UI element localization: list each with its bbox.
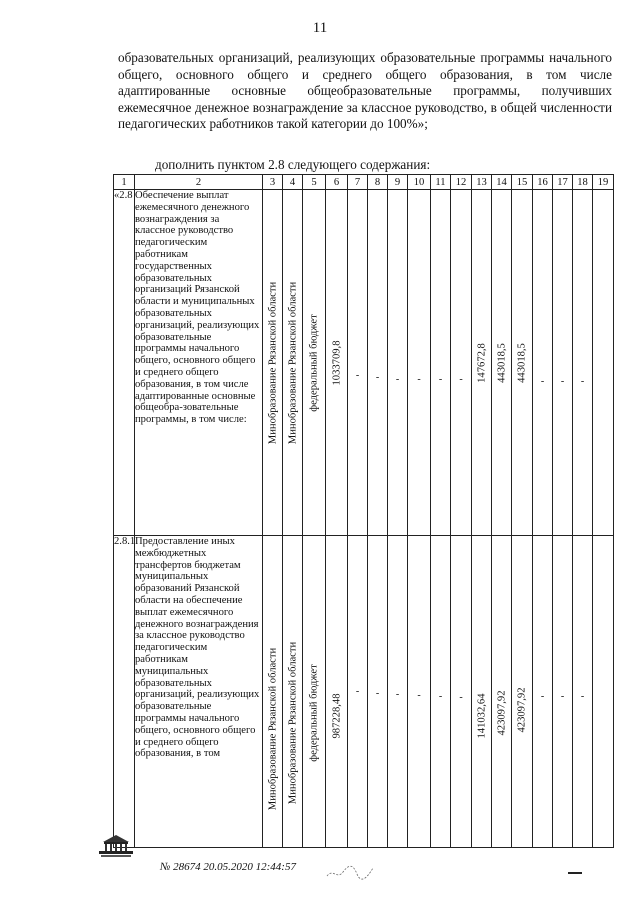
- intro-text: образовательных организаций, реализующих образовательные программы начального общего, основного общего и среднего общего образования, в том числе адаптированные основные общеобразовательные программы, получивших ежемесячное денежное вознаграждение за классное руководство, в общей численности педагогических работников такой категории до 100%»;: [118, 50, 612, 132]
- amount-2022-cell: 443018,5: [516, 342, 528, 383]
- lead-sentence: дополнить пунктом 2.8 следующего содержания:: [155, 157, 431, 172]
- header-cell: 12: [451, 175, 472, 190]
- amount-2021-cell: 423097,92: [496, 690, 507, 736]
- empty-value-dash: -: [395, 374, 400, 385]
- intro-paragraph: [118, 50, 612, 133]
- header-cell: 16: [533, 175, 553, 190]
- amount-2020-cell: 141032,64: [476, 693, 487, 739]
- amount-2020-cell: 147672,8: [476, 342, 487, 383]
- empty-value-dash: -: [438, 691, 443, 702]
- header-cell: 10: [408, 175, 431, 190]
- header-cell: 3: [263, 175, 283, 190]
- header-cell: 19: [593, 175, 614, 190]
- empty-value-dash: -: [355, 370, 360, 381]
- empty-value-dash: -: [417, 690, 421, 701]
- executor-cell: Минобразование Рязанской области: [267, 281, 278, 444]
- header-cell: 15: [512, 175, 533, 190]
- empty-value-dash: -: [459, 692, 463, 703]
- page-number: 11: [312, 20, 328, 36]
- empty-value-dash: -: [580, 691, 585, 702]
- empty-value-dash: -: [560, 376, 565, 387]
- table-row: [114, 190, 614, 536]
- header-cell: 17: [553, 175, 573, 190]
- header-cell: 13: [472, 175, 492, 190]
- empty-value-dash: -: [395, 689, 400, 700]
- total-amount-cell: 987228,48: [331, 693, 342, 739]
- header-cell: 8: [368, 175, 388, 190]
- empty-value-dash: -: [438, 374, 443, 385]
- row-number: «2.8: [114, 190, 135, 536]
- header-cell: 7: [348, 175, 368, 190]
- header-cell: 4: [283, 175, 303, 190]
- page-footer: [0, 828, 640, 898]
- coexecutor-cell: Минобразование Рязанской области: [287, 641, 298, 804]
- header-cell: 5: [303, 175, 326, 190]
- signature-scribble-icon: [325, 858, 375, 883]
- row-description: Предоставление иных межбюджетных трансфертов бюджетам муниципальных образований Рязанской области на обеспечение выплат ежемесячного денежного вознаграждения за классное руководство педагогическим работникам муниципальных образовательных организаций, реализующих образовательные программы начального общего, основного общего и среднего общего образования, в том: [135, 536, 263, 848]
- amount-2022-cell: 423097,92: [516, 687, 528, 733]
- header-cell: 9: [388, 175, 408, 190]
- header-cell: 1: [114, 175, 135, 190]
- empty-value-dash: -: [459, 374, 463, 385]
- budget-source-cell: федеральный бюджет: [308, 313, 320, 412]
- empty-value-dash: -: [417, 374, 421, 385]
- header-cell: 6: [326, 175, 348, 190]
- coexecutor-cell: Минобразование Рязанской области: [287, 281, 298, 444]
- emblem-logo-icon: [97, 832, 135, 858]
- empty-value-dash: -: [540, 691, 545, 702]
- empty-value-dash: -: [560, 691, 565, 702]
- executor-cell: Минобразование Рязанской области: [267, 647, 278, 810]
- header-cell: 2: [135, 175, 263, 190]
- empty-value-dash: -: [355, 686, 360, 697]
- empty-value-dash: -: [375, 372, 380, 383]
- header-cell: 18: [573, 175, 593, 190]
- total-amount-cell: 1033709,8: [331, 339, 342, 386]
- empty-value-dash: -: [540, 376, 545, 387]
- budget-source-cell: федеральный бюджет: [308, 664, 320, 763]
- header-cell: 11: [431, 175, 451, 190]
- row-number: 2.8.1: [114, 536, 135, 848]
- header-cell: 14: [492, 175, 512, 190]
- table-row: [114, 536, 614, 848]
- header-row: [114, 175, 614, 190]
- registration-stamp: № 28674 20.05.2020 12:44:57: [160, 861, 296, 873]
- dash-mark-icon: [568, 871, 582, 875]
- program-table: [113, 174, 614, 848]
- amount-2021-cell: 443018,5: [496, 342, 507, 383]
- empty-value-dash: -: [580, 376, 585, 387]
- row-description: Обеспечение выплат ежемесячного денежного вознаграждения за классное руководство педагогическим работникам государственных образовательных организаций Рязанской области и муниципальных образовательных организаций, реализующих образовательные программы начального общего, основного общего и среднего общего образования, в том числе адаптированные основные общеобра-зовательные программы, в том числе:: [135, 190, 263, 536]
- empty-value-dash: -: [375, 688, 380, 699]
